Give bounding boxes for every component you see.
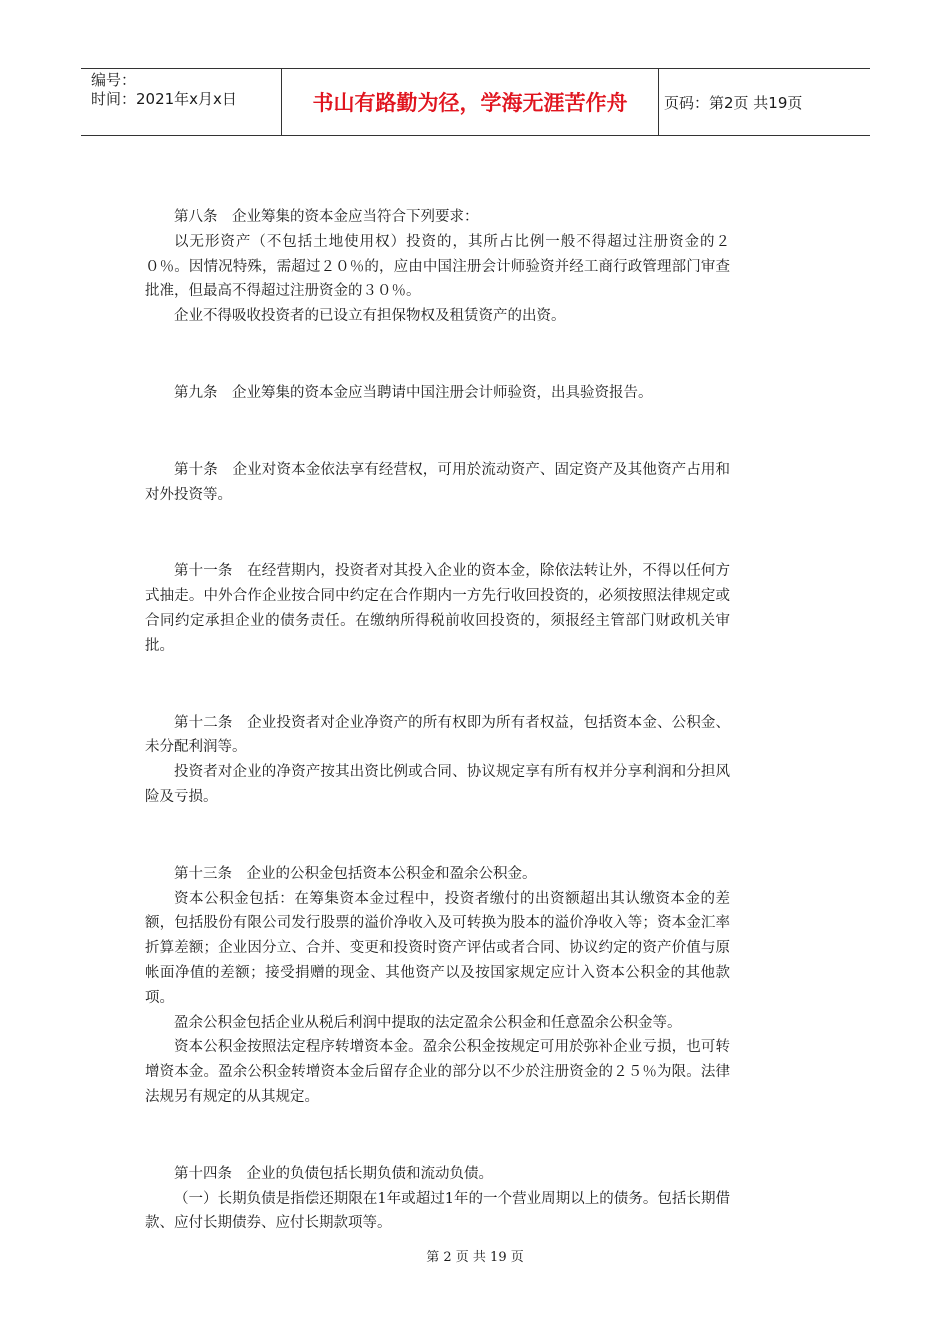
article-section [145, 205, 730, 329]
paragraph: 第十一条 在经营期内，投资者对其投入企业的资本金，除依法转让外，不得以任何方式抽走。中外合作企业按合同中约定在合作期内一方先行收回投资的，必须按照法律规定或合同约定承担企业的债务责任。在缴纳所得税前收回投资的，须报经主管部门财政机关审批。 [145, 563, 730, 654]
article-section [145, 458, 730, 508]
paragraph: （一）长期负债是指偿还期限在1年或超过1年的一个营业周期以上的债务。包括长期借款、应付长期债券、应付长期款项等。 [145, 1190, 730, 1232]
header-meta [81, 69, 281, 135]
paragraph: 资本公积金包括：在筹集资本金过程中，投资者缴付的出资额超出其认缴资本金的差额，包括股份有限公司发行股票的溢价净收入及可转换为股本的溢价净收入等；资本金汇率折算差额；企业因分立、合并、变更和投资时资产评估或者合同、协议约定的资产价值与原帐面净值的差额；接受捐赠的现金、其他资产以及按国家规定应计入资本公积金的其他款项。 [145, 890, 730, 1006]
document-body [145, 205, 730, 1288]
header-motto: 书山有路勤为径，学海无涯苦作舟 [281, 69, 659, 135]
doc-number-label: 编号： [91, 71, 137, 89]
paragraph: 以无形资产（不包括土地使用权）投资的，其所占比例一般不得超过注册资金的２０％。因情况特殊，需超过２０％的，应由中国注册会计师验资并经工商行政管理部门审查批准，但最高不得超过注册资金的３０％。 [145, 233, 730, 300]
paragraph: 资本公积金按照法定程序转增资本金。盈余公积金按规定可用於弥补企业亏损，也可转增资本金。盈余公积金转增资本金后留存企业的部分以不少於注册资金的２５％为限。法律法规另有规定的从其规定。 [145, 1039, 730, 1105]
paragraph: 盈余公积金包括企业从税后利润中提取的法定盈余公积金和任意盈余公积金等。 [174, 1014, 682, 1031]
paragraph: 第十四条 企业的负债包括长期负债和流动负债。 [174, 1165, 493, 1182]
paragraph: 企业不得吸收投资者的已设立有担保物权及租赁资产的出资。 [174, 308, 566, 325]
header-page-info: 页码：第2页 共19页 [664, 93, 803, 112]
article-section [145, 1162, 730, 1236]
paragraph: 第十三条 企业的公积金包括资本公积金和盈余公积金。 [174, 865, 537, 882]
article-section [145, 559, 730, 658]
paragraph: 投资者对企业的净资产按其出资比例或合同、协议规定享有所有权并分享利润和分担风险及亏损。 [145, 764, 730, 805]
page-header [81, 68, 870, 136]
paragraph: 第九条 企业筹集的资本金应当聘请中国注册会计师验资，出具验资报告。 [174, 384, 653, 401]
paragraph: 第十条 企业对资本金依法享有经营权，可用於流动资产、固定资产及其他资产占用和对外投资等。 [145, 461, 730, 503]
page-footer: 第 2 页 共 19 页 [426, 1250, 524, 1265]
article-section [145, 711, 730, 810]
paragraph: 第八条 企业筹集的资本金应当符合下列要求： [174, 209, 479, 225]
time-label: 时间：2021年x月x日 [91, 90, 237, 108]
article-section [145, 862, 730, 1110]
paragraph: 第十二条 企业投资者对企业净资产的所有权即为所有者权益，包括资本金、公积金、未分配利润等。 [145, 714, 730, 756]
article-section [145, 381, 730, 406]
